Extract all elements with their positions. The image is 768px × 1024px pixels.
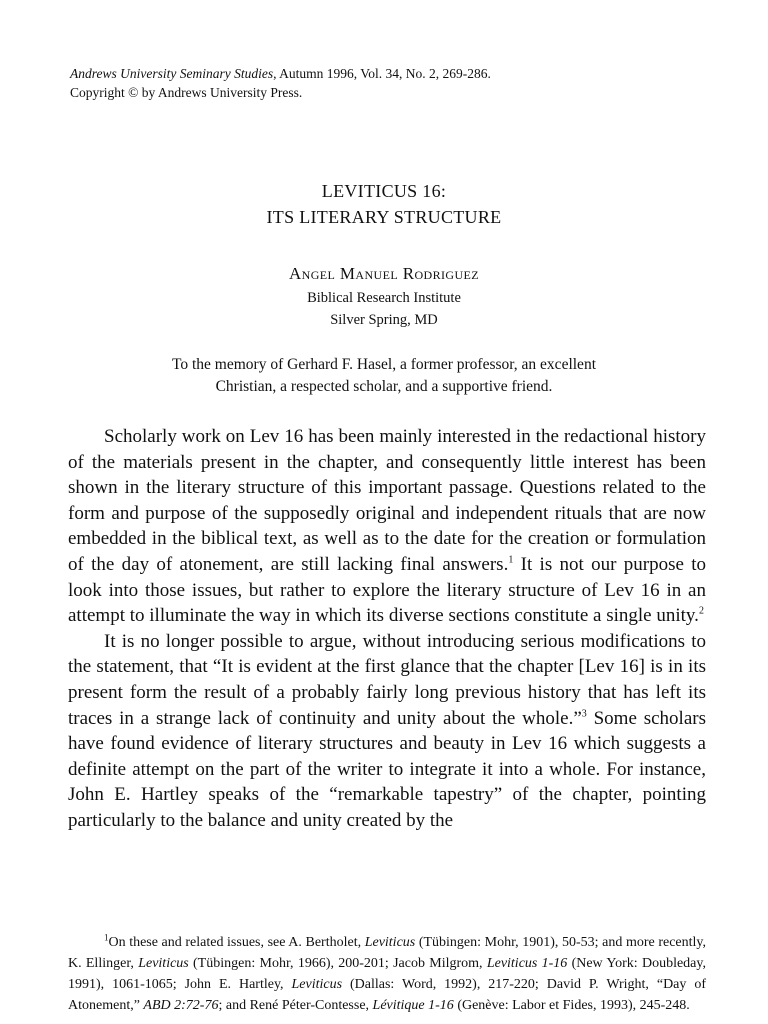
footnote-text: On these and related issues, see A. Bertholet, [108, 935, 365, 950]
footnote-mark: 1 [104, 932, 109, 943]
footnotes [68, 932, 706, 1016]
footnote-work-title: ABD 2:72-76 [143, 998, 219, 1013]
issue-details: , Autumn 1996, Vol. 34, No. 2, 269-286. [273, 66, 491, 81]
footnote-work-title: Leviticus [364, 935, 416, 950]
footnote-ref-3[interactable]: 3 [581, 708, 587, 720]
dedication-line-2: Christian, a respected scholar, and a supportive friend. [215, 378, 553, 395]
author-location: Silver Spring, MD [330, 312, 438, 328]
paragraph-text: Some scholars have found evidence of literary structures and beauty in Lev 16 which suggests a definite attempt on the part of the writer to integrate it into a whole. For instance, John E. Hartley speaks of the “remarkable tapestry” of the chapter, pointing particularly to the balance and unity created by the [68, 707, 706, 831]
footnote-ref-2[interactable]: 2 [698, 605, 704, 617]
footnote-1 [68, 932, 706, 1016]
footnote-text: (Dallas: Word, 1992), 217-220; David P. Wright, “Day of Atonement,” [68, 977, 706, 1013]
article-title-line-1: LEVITICUS 16: [321, 181, 447, 201]
paragraph-text: It is no longer possible to argue, without introducing serious modifications to the statement, that “It is evident at the first glance that the chapter [Lev 16] is in its present form the result of a probably fairly long previous history that has left its traces in a strange lack of continuity and unity about the whole.” [68, 630, 706, 729]
body-paragraph-2 [68, 629, 706, 834]
body-paragraph-1 [68, 424, 706, 629]
journal-name: Andrews University Seminary Studies [70, 66, 274, 81]
paragraph-text: It is not our purpose to look into those issues, but rather to explore the literary structure of Lev 16 in an attempt to illuminate the way in which its diverse sections constitute a single unity. [68, 553, 706, 627]
footnote-work-title: Leviticus [138, 956, 189, 971]
footnote-text: (Genève: Labor et Fides, 1993), 245-248. [453, 998, 690, 1013]
footnote-work-title: Leviticus [291, 977, 343, 992]
article-body [68, 424, 706, 834]
footnote-text: (Tübingen: Mohr, 1966), 200-201; Jacob Milgrom, [188, 956, 487, 971]
footnote-work-title: Leviticus 1-16 [486, 956, 568, 971]
footnote-ref-1[interactable]: 1 [508, 554, 514, 566]
citation-line [70, 64, 491, 83]
footnote-work-title: Lévitique 1-16 [372, 998, 454, 1013]
author-name: Angel Manuel Rodriguez [288, 264, 479, 283]
author-institution: Biblical Research Institute [307, 290, 461, 306]
footnote-text: (New York: Doubleday, 1991), 1061-1065; John E. Hartley, [68, 956, 706, 992]
journal-citation [70, 64, 491, 102]
article-title-line-2: ITS LITERARY STRUCTURE [266, 207, 502, 227]
copyright-line: Copyright © by Andrews University Press. [70, 85, 303, 100]
dedication-line-1: To the memory of Gerhard F. Hasel, a former professor, an excellent [171, 356, 596, 373]
footnote-text: ; and René Péter-Contesse, [218, 998, 373, 1013]
paragraph-text: Scholarly work on Lev 16 has been mainly interested in the redactional history of the materials present in the chapter, and consequently little interest has been shown in the literary structure of this important passage. Questions related to the form and purpose of the supposedly original and independent rituals that are now embedded in the biblical text, as well as to the date for the creation or formulation of the day of atonement, are still lacking final answers. [68, 426, 706, 575]
footnote-text: (Tübingen: Mohr, 1901), 50-53; and more recently, K. Ellinger, [68, 935, 707, 971]
